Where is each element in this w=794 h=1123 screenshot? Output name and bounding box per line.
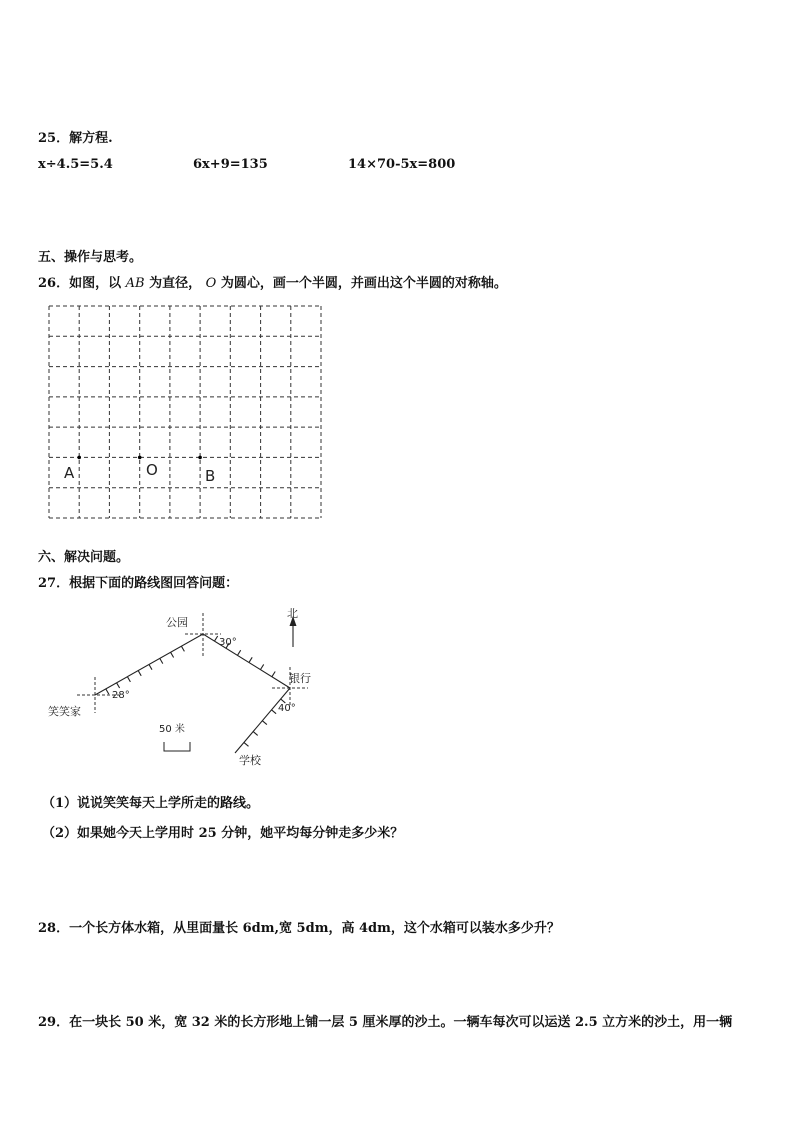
label-park: 公园 bbox=[166, 616, 188, 629]
q28-text: 28．一个长方体水箱，从里面量长 6dm,宽 5dm，高 4dm，这个水箱可以装水多少升？ bbox=[38, 921, 560, 936]
point-b bbox=[198, 456, 202, 460]
angle-home: 28° bbox=[112, 690, 130, 701]
label-school: 学校 bbox=[239, 754, 261, 767]
point-o bbox=[138, 456, 142, 460]
label-b: B bbox=[205, 467, 216, 485]
q26-suffix: 为圆心，画一个半圆，并画出这个半圆的对称轴。 bbox=[220, 276, 507, 291]
q25-equation-1: x÷4.5=5.4 bbox=[38, 157, 113, 172]
q27-sub-2: （2）如果她今天上学用时 25 分钟，她平均每分钟走多少米？ bbox=[42, 826, 404, 841]
dashed-grid bbox=[47, 304, 323, 520]
q26-mid: 为直径， bbox=[149, 276, 202, 291]
label-a: A bbox=[64, 464, 75, 482]
point-a bbox=[77, 456, 81, 460]
label-north: 北 bbox=[287, 607, 298, 620]
q27-sub-1: （1）说说笑笑每天上学所走的路线。 bbox=[42, 796, 260, 811]
label-home: 笑笑家 bbox=[48, 705, 81, 718]
route-map bbox=[40, 605, 340, 775]
q27-title: 27．根据下面的路线图回答问题： bbox=[38, 576, 239, 591]
q25-title: 25．解方程. bbox=[38, 131, 113, 146]
label-o: O bbox=[146, 461, 158, 479]
q26-prefix: 26．如图，以 bbox=[38, 276, 122, 291]
q26-text bbox=[38, 272, 507, 291]
route-park-bank bbox=[203, 634, 290, 688]
q26-o: O bbox=[205, 276, 217, 291]
q25-equation-3: 14×70-5x=800 bbox=[348, 157, 456, 172]
label-scale: 50 米 bbox=[159, 724, 185, 735]
q26-ab: AB bbox=[125, 276, 145, 291]
section-6-title: 六、解决问题。 bbox=[38, 550, 130, 565]
section-5-title: 五、操作与思考。 bbox=[38, 250, 143, 265]
north-arrow-icon bbox=[290, 616, 297, 647]
q25-equation-2: 6x+9=135 bbox=[193, 157, 268, 172]
q29-text: 29．在一块长 50 米，宽 32 米的长方形地上铺一层 5 厘米厚的沙土。一辆车每次可以运送 2.5 立方米的沙土，用一辆 bbox=[38, 1015, 733, 1030]
label-bank: 银行 bbox=[289, 672, 311, 685]
angle-park: 30° bbox=[219, 637, 237, 648]
angle-bank: 40° bbox=[278, 703, 296, 714]
scale-bar bbox=[164, 742, 190, 751]
